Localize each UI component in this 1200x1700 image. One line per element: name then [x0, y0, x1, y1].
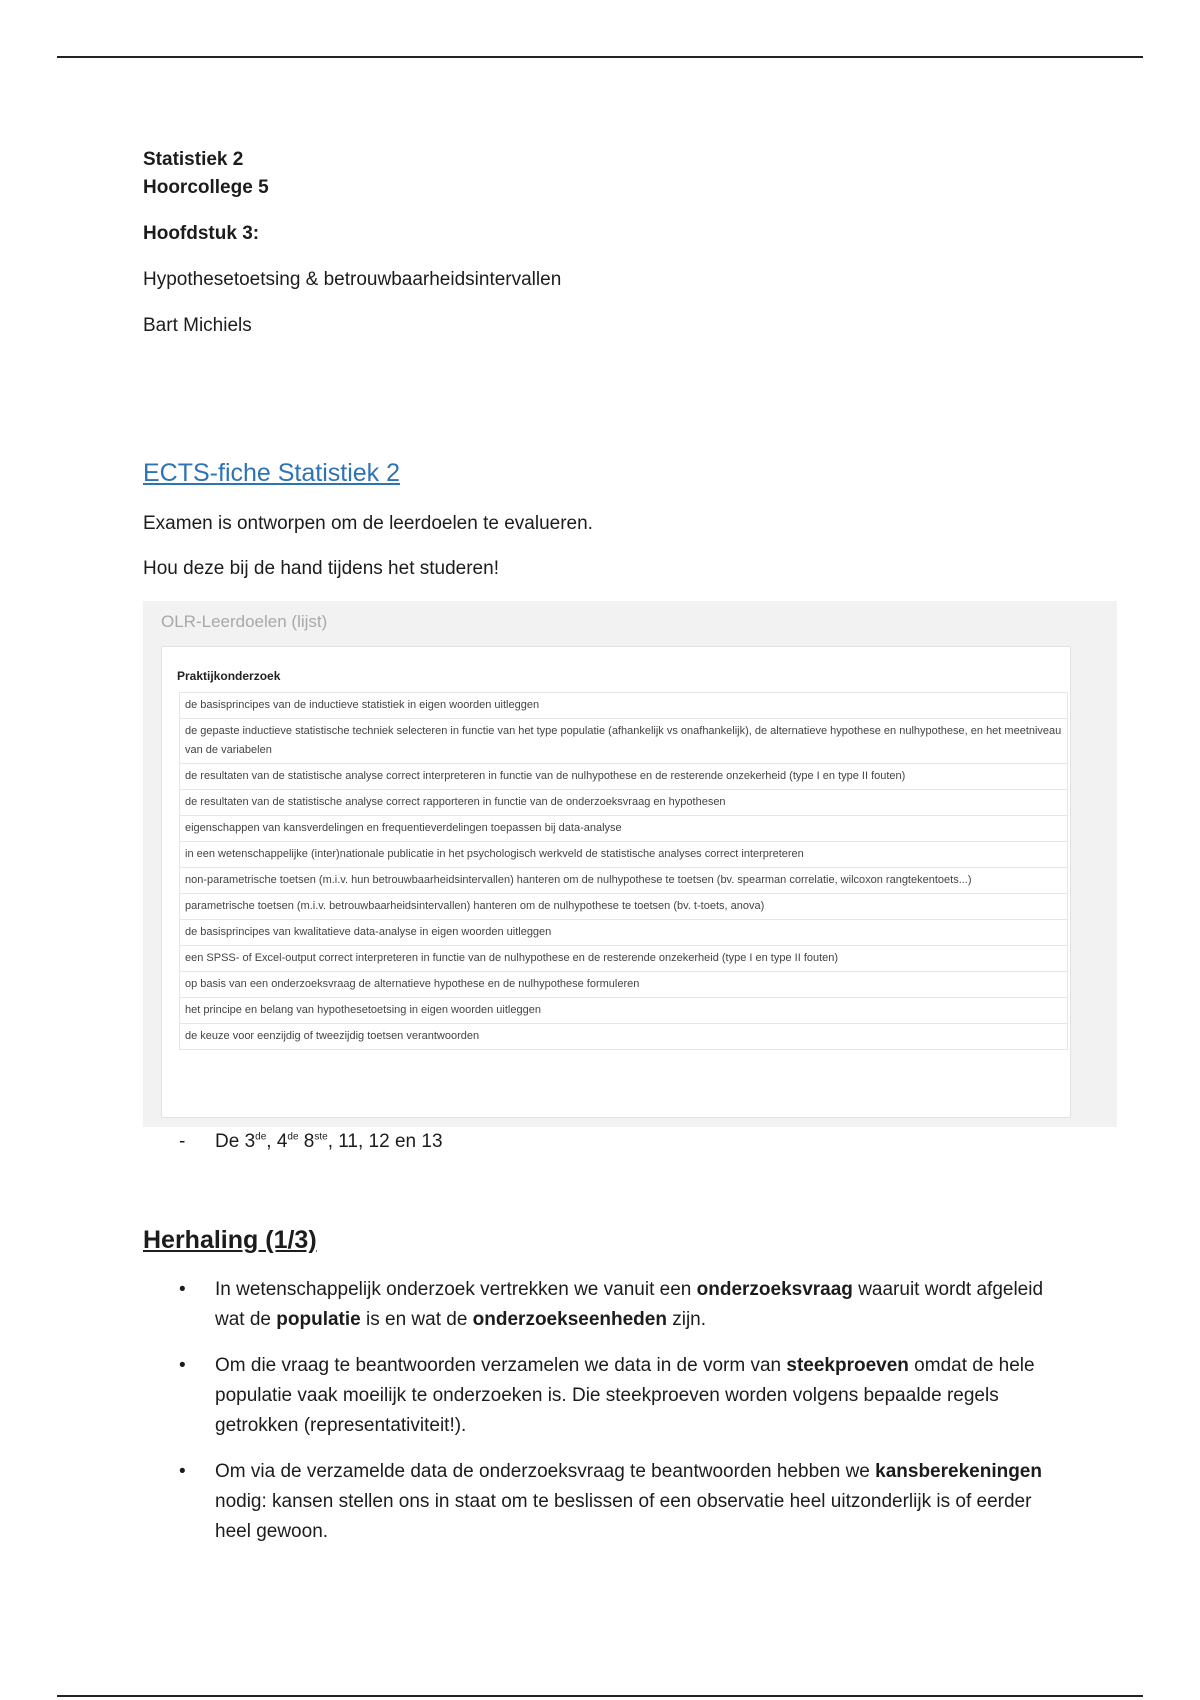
goal-item: de gepaste inductieve statistische techniek selecteren in functie van het type populatie (afhankelijk vs onafhankelijk), de alternatieve hypothese en nulhypothese, en het meetniveau van de variabelen [179, 719, 1068, 764]
goal-item: een SPSS- of Excel-output correct interpreteren in functie van de nulhypothese en de resterende onzekerheid (type I en type II fouten) [179, 946, 1068, 972]
goal-item: eigenschappen van kansverdelingen en frequentieverdelingen toepassen bij data-analyse [179, 816, 1068, 842]
goal-item: in een wetenschappelijke (inter)nationale publicatie in het psychologisch werkveld de statistische analyses correct interpreteren [179, 842, 1068, 868]
olr-title: OLR-Leerdoelen (lijst) [161, 612, 328, 631]
olr-section-heading: Praktijkonderzoek [177, 669, 281, 683]
ects-para-2: Hou deze bij de hand tijdens het studeren! [143, 558, 499, 579]
bullet-item: • Om die vraag te beantwoorden verzamelen we data in de vorm van steekproeven omdat de hele populatie vaak moeilijk te onderzoeken is. Die steekproeven worden volgens bepaalde regels getrokken (representativiteit!). [143, 1351, 1063, 1441]
ects-para-1: Examen is ontworpen om de leerdoelen te evalueren. [143, 513, 593, 534]
chapter-topic: Hypothesetoetsing & betrouwbaarheidsintervallen [143, 269, 562, 290]
goal-item: op basis van een onderzoeksvraag de alternatieve hypothese en de nulhypothese formuleren [179, 972, 1068, 998]
footer-rule [57, 1695, 1143, 1697]
course-title: Statistiek 2 [143, 149, 244, 170]
bullet-icon: • [179, 1461, 186, 1482]
goal-item: de resultaten van de statistische analyse correct rapporteren in functie van de onderzoeksvraag en hypothesen [179, 790, 1068, 816]
bullet-item: • Om via de verzamelde data de onderzoeksvraag te beantwoorden hebben we kansberekeningen nodig: kansen stellen ons in staat om te beslissen of een observatie heel uitzonderlijk is of eerder heel gewoon. [143, 1457, 1063, 1547]
olr-panel [161, 646, 1071, 1118]
goal-item: de keuze voor eenzijdig of tweezijdig toetsen verantwoorden [179, 1024, 1068, 1050]
header-rule [57, 56, 1143, 58]
lecture-title: Hoorcollege 5 [143, 177, 269, 198]
selected-goals-text: De 3de, 4de 8ste, 11, 12 en 13 [215, 1131, 443, 1152]
goal-item: parametrische toetsen (m.i.v. betrouwbaarheidsintervallen) hanteren om de nulhypothese te toetsen (bv. t-toets, anova) [179, 894, 1068, 920]
goal-item: de resultaten van de statistische analyse correct interpreteren in functie van de nulhypothese en de resterende onzekerheid (type I en type II fouten) [179, 764, 1068, 790]
herhaling-bullets [143, 1275, 1063, 1563]
olr-goal-list [179, 692, 1068, 1050]
section-heading-herhaling: Herhaling (1/3) [143, 1226, 317, 1254]
chapter-label: Hoofdstuk 3: [143, 223, 260, 244]
dash-marker: - [179, 1131, 186, 1152]
olr-screenshot [143, 601, 1117, 1127]
author-name: Bart Michiels [143, 315, 252, 336]
goal-item: de basisprincipes van de inductieve statistiek in eigen woorden uitleggen [179, 692, 1068, 719]
goal-item: de basisprincipes van kwalitatieve data-analyse in eigen woorden uitleggen [179, 920, 1068, 946]
document-body [143, 146, 1123, 1127]
ects-link[interactable]: ECTS-fiche Statistiek 2 [143, 459, 401, 487]
goal-item: non-parametrische toetsen (m.i.v. hun betrouwbaarheidsintervallen) hanteren om de nulhypothese te toetsen (bv. spearman correlatie, wilcoxon rangtekentoets...) [179, 868, 1068, 894]
goal-item: het principe en belang van hypothesetoetsing in eigen woorden uitleggen [179, 998, 1068, 1024]
bullet-icon: • [179, 1355, 186, 1376]
bullet-item: • In wetenschappelijk onderzoek vertrekken we vanuit een onderzoeksvraag waaruit wordt afgeleid wat de populatie is en wat de onderzoekseenheden zijn. [143, 1275, 1063, 1335]
bullet-icon: • [179, 1279, 186, 1300]
